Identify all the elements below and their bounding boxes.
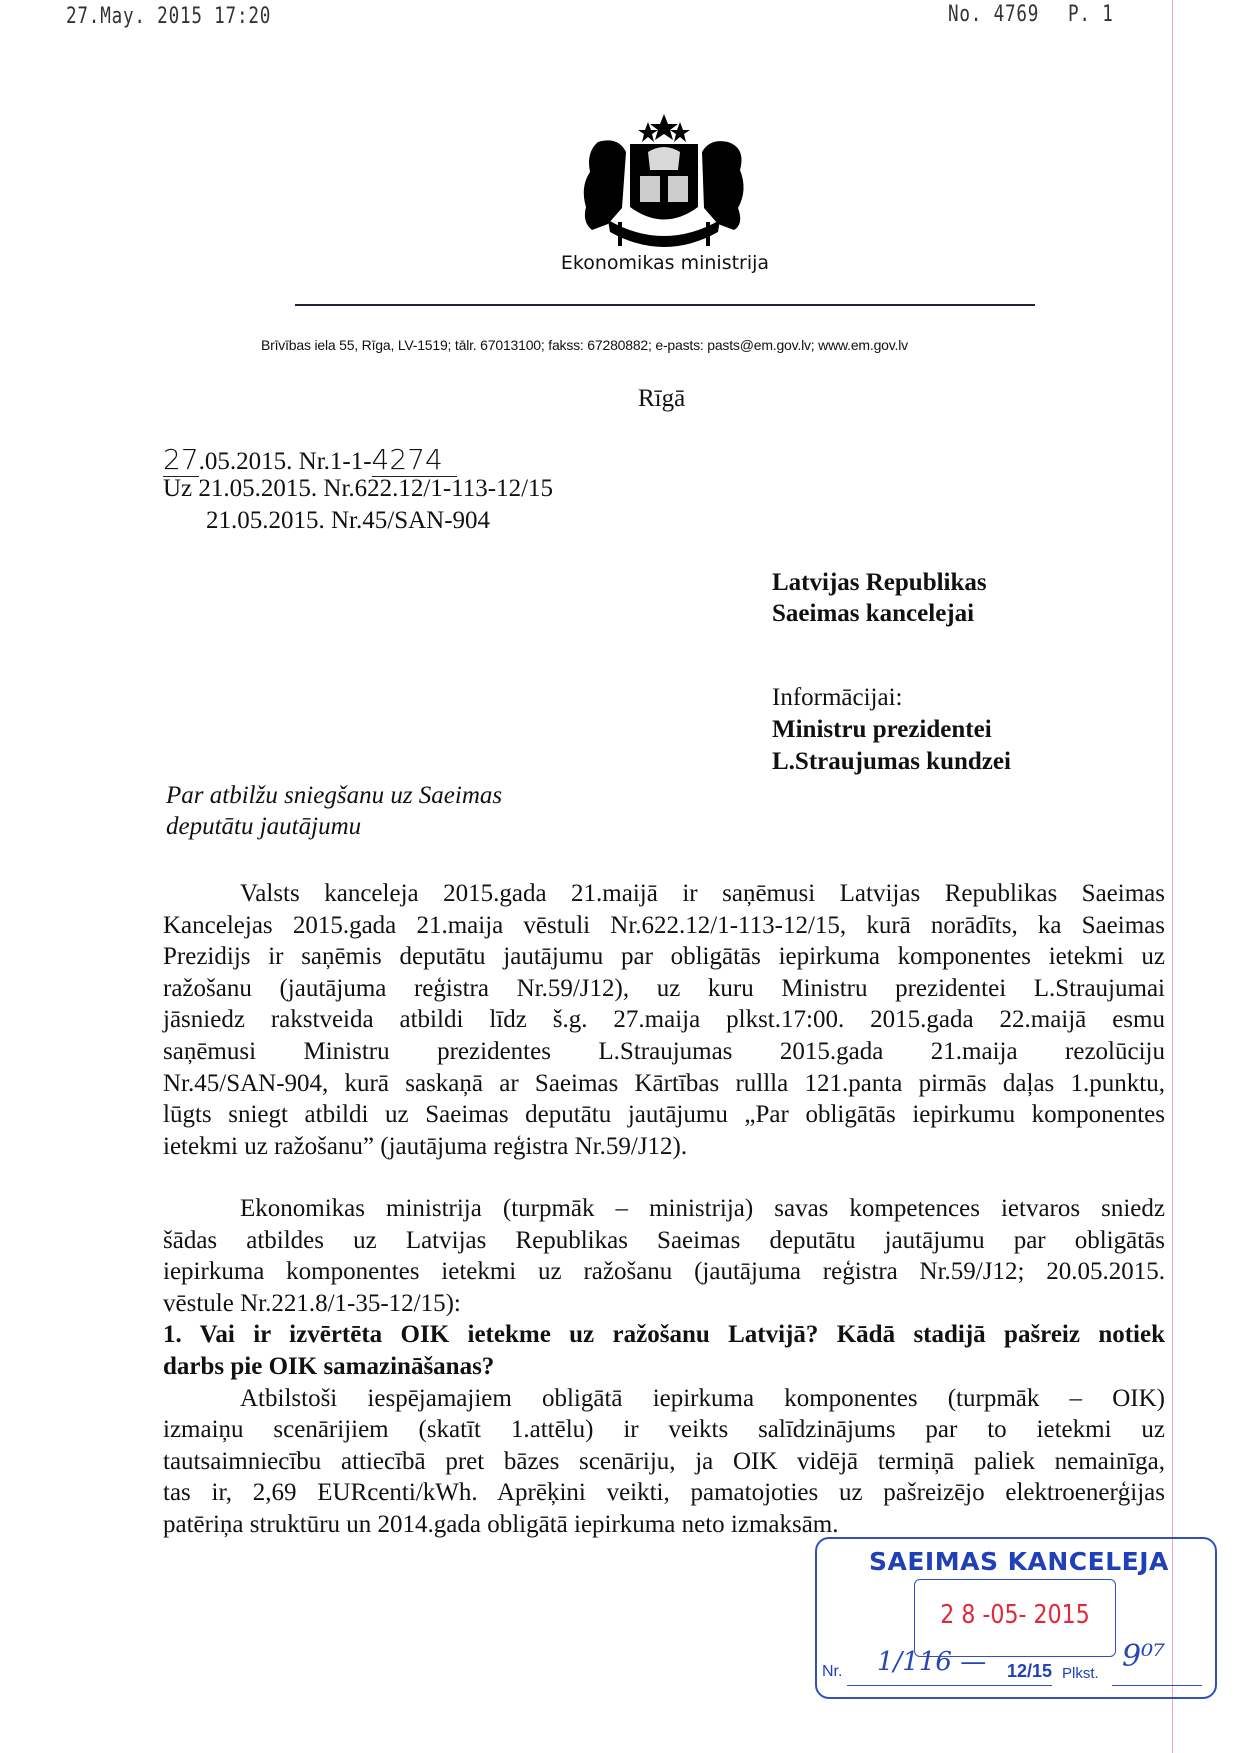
text-line: vēstule Nr.221.8/1-35-12/15): (163, 1289, 461, 1317)
addressee-line-1: Latvijas Republikas (772, 569, 987, 596)
handwritten-number: 4274 (372, 443, 457, 477)
stamp-time-label: Plkst. (1062, 1665, 1099, 1682)
info-line-2: L.Straujumas kundzei (772, 748, 1011, 775)
text-line: šādas atbildes uz Latvijas Republikas Saeimas deputātu jautājumu par obligātās (163, 1226, 1165, 1254)
text-line: tas ir, 2,69 EURcenti/kWh. Aprēķini veikti, pamatojoties uz pašreizējo elektroenerģijas (163, 1479, 1165, 1507)
reference-incoming-1: Uz 21.05.2015. Nr.622.12/1-113-12/15 (163, 475, 554, 502)
info-line-1: Ministru prezidentei (772, 716, 992, 743)
stamp-title: SAEIMAS KANCELEJA (869, 1547, 1169, 1576)
fax-number: No. 4769 (948, 2, 1040, 27)
question-line: darbs pie OIK samazināšanas? (163, 1352, 495, 1380)
stamp-nr-handwritten: 1/116 — (877, 1647, 987, 1677)
text-line: Kancelejas 2015.gada 21.maija vēstuli Nr.622.12/1-113-12/15, kurā norādīts, ka Saeimas (163, 911, 1165, 939)
question-line: 1. Vai ir izvērtēta OIK ietekme uz ražošanu Latvijā? Kādā stadijā pašreiz notiek (163, 1321, 1165, 1349)
fax-page: P. 1 (1068, 2, 1114, 27)
letterhead-rule (295, 304, 1035, 306)
text-line: ražošanu (jautājuma reģistra Nr.59/J12), uz kuru Ministru prezidentei L.Straujumai (163, 974, 1165, 1002)
subject-line-1: Par atbilžu sniegšanu uz Saeimas (166, 782, 503, 809)
stamp-nr-label: Nr. (822, 1663, 843, 1680)
text-line: izmaiņu scenārijiem (skatīt 1.attēlu) ir veikts salīdzinājums par to ietekmi uz (163, 1416, 1165, 1444)
stamp-date-box (914, 1579, 1116, 1657)
stamp-nr-suffix: 12/15 (1007, 1661, 1053, 1681)
text-line: Atbilstoši iespējamajiem obligātā iepirkuma komponentes (turpmāk – OIK) (240, 1384, 1165, 1412)
text-line: patēriņa struktūru un 2014.gada obligātā iepirkuma neto izmaksām. (163, 1510, 839, 1538)
stamp-date: 2 8 -05- 2015 (940, 1600, 1090, 1630)
text-line: tautsaimniecību attiecībā pret bāzes scenāriju, ja OIK vidējā termiņā paliek nemainīga, (163, 1447, 1165, 1475)
reference-text: .05.2015. Nr.1-1- (198, 448, 372, 475)
text-line: Valsts kanceleja 2015.gada 21.maijā ir saņēmusi Latvijas Republikas Saeimas (240, 880, 1165, 907)
body-paragraph-1 (163, 878, 1165, 1162)
ministry-name: Ekonomikas ministrija (560, 252, 770, 274)
text-line: lūgts sniegt atbildi uz Saeimas deputātu jautājumu „Par obligātās iepirkumu komponentes (163, 1101, 1165, 1129)
coat-of-arms-logo (578, 112, 750, 250)
addressee-line-2: Saeimas kancelejai (772, 600, 975, 627)
fax-datetime: 27.May. 2015 17:20 (66, 4, 272, 29)
text-line: Prezidijs ir saņēmis deputātu jautājumu par obligātās iepirkuma komponentes ietekmi uz (163, 943, 1165, 971)
text-line: jāsniedz rakstveida atbildi līdz š.g. 27.maija plkst.17:00. 2015.gada 22.maijā esmu (163, 1006, 1165, 1034)
body-paragraph-2 (163, 1193, 1165, 1541)
handwritten-day: 27 (163, 443, 199, 476)
received-stamp (815, 1537, 1217, 1699)
ministry-address: Brīvības iela 55, Rīga, LV-1519; tālr. 67013100; fakss: 67280882; e-pasts: pasts@em.gov.lv; www.em.gov.lv (261, 337, 908, 353)
text-line: ietekmi uz ražošanu” (jautājuma reģistra Nr.59/J12). (163, 1132, 688, 1160)
stamp-time-line (1112, 1685, 1202, 1686)
text-line: Ekonomikas ministrija (turpmāk – ministrija) savas kompetences ietvaros sniedz (240, 1195, 1165, 1222)
text-line: iepirkuma komponentes ietekmi uz ražošanu (jautājuma reģistra Nr.59/J12; 20.05.2015. (163, 1258, 1165, 1286)
subject-line-2: deputātu jautājumu (166, 813, 362, 840)
stamp-nr-line (847, 1685, 1052, 1686)
text-line: saņēmusi Ministru prezidentes L.Straujumas 2015.gada 21.maija rezolūciju (163, 1037, 1165, 1065)
stamp-time-handwritten: 9⁰⁷ (1122, 1639, 1166, 1674)
place: Rīgā (638, 385, 686, 412)
info-label: Informācijai: (772, 684, 903, 711)
reference-incoming-2: 21.05.2015. Nr.45/SAN-904 (206, 507, 491, 534)
reference-outgoing (163, 443, 457, 476)
text-line: Nr.45/SAN-904, kurā saskaņā ar Saeimas Kārtības rullla 121.panta pirmās daļas 1.punktu, (163, 1069, 1165, 1097)
